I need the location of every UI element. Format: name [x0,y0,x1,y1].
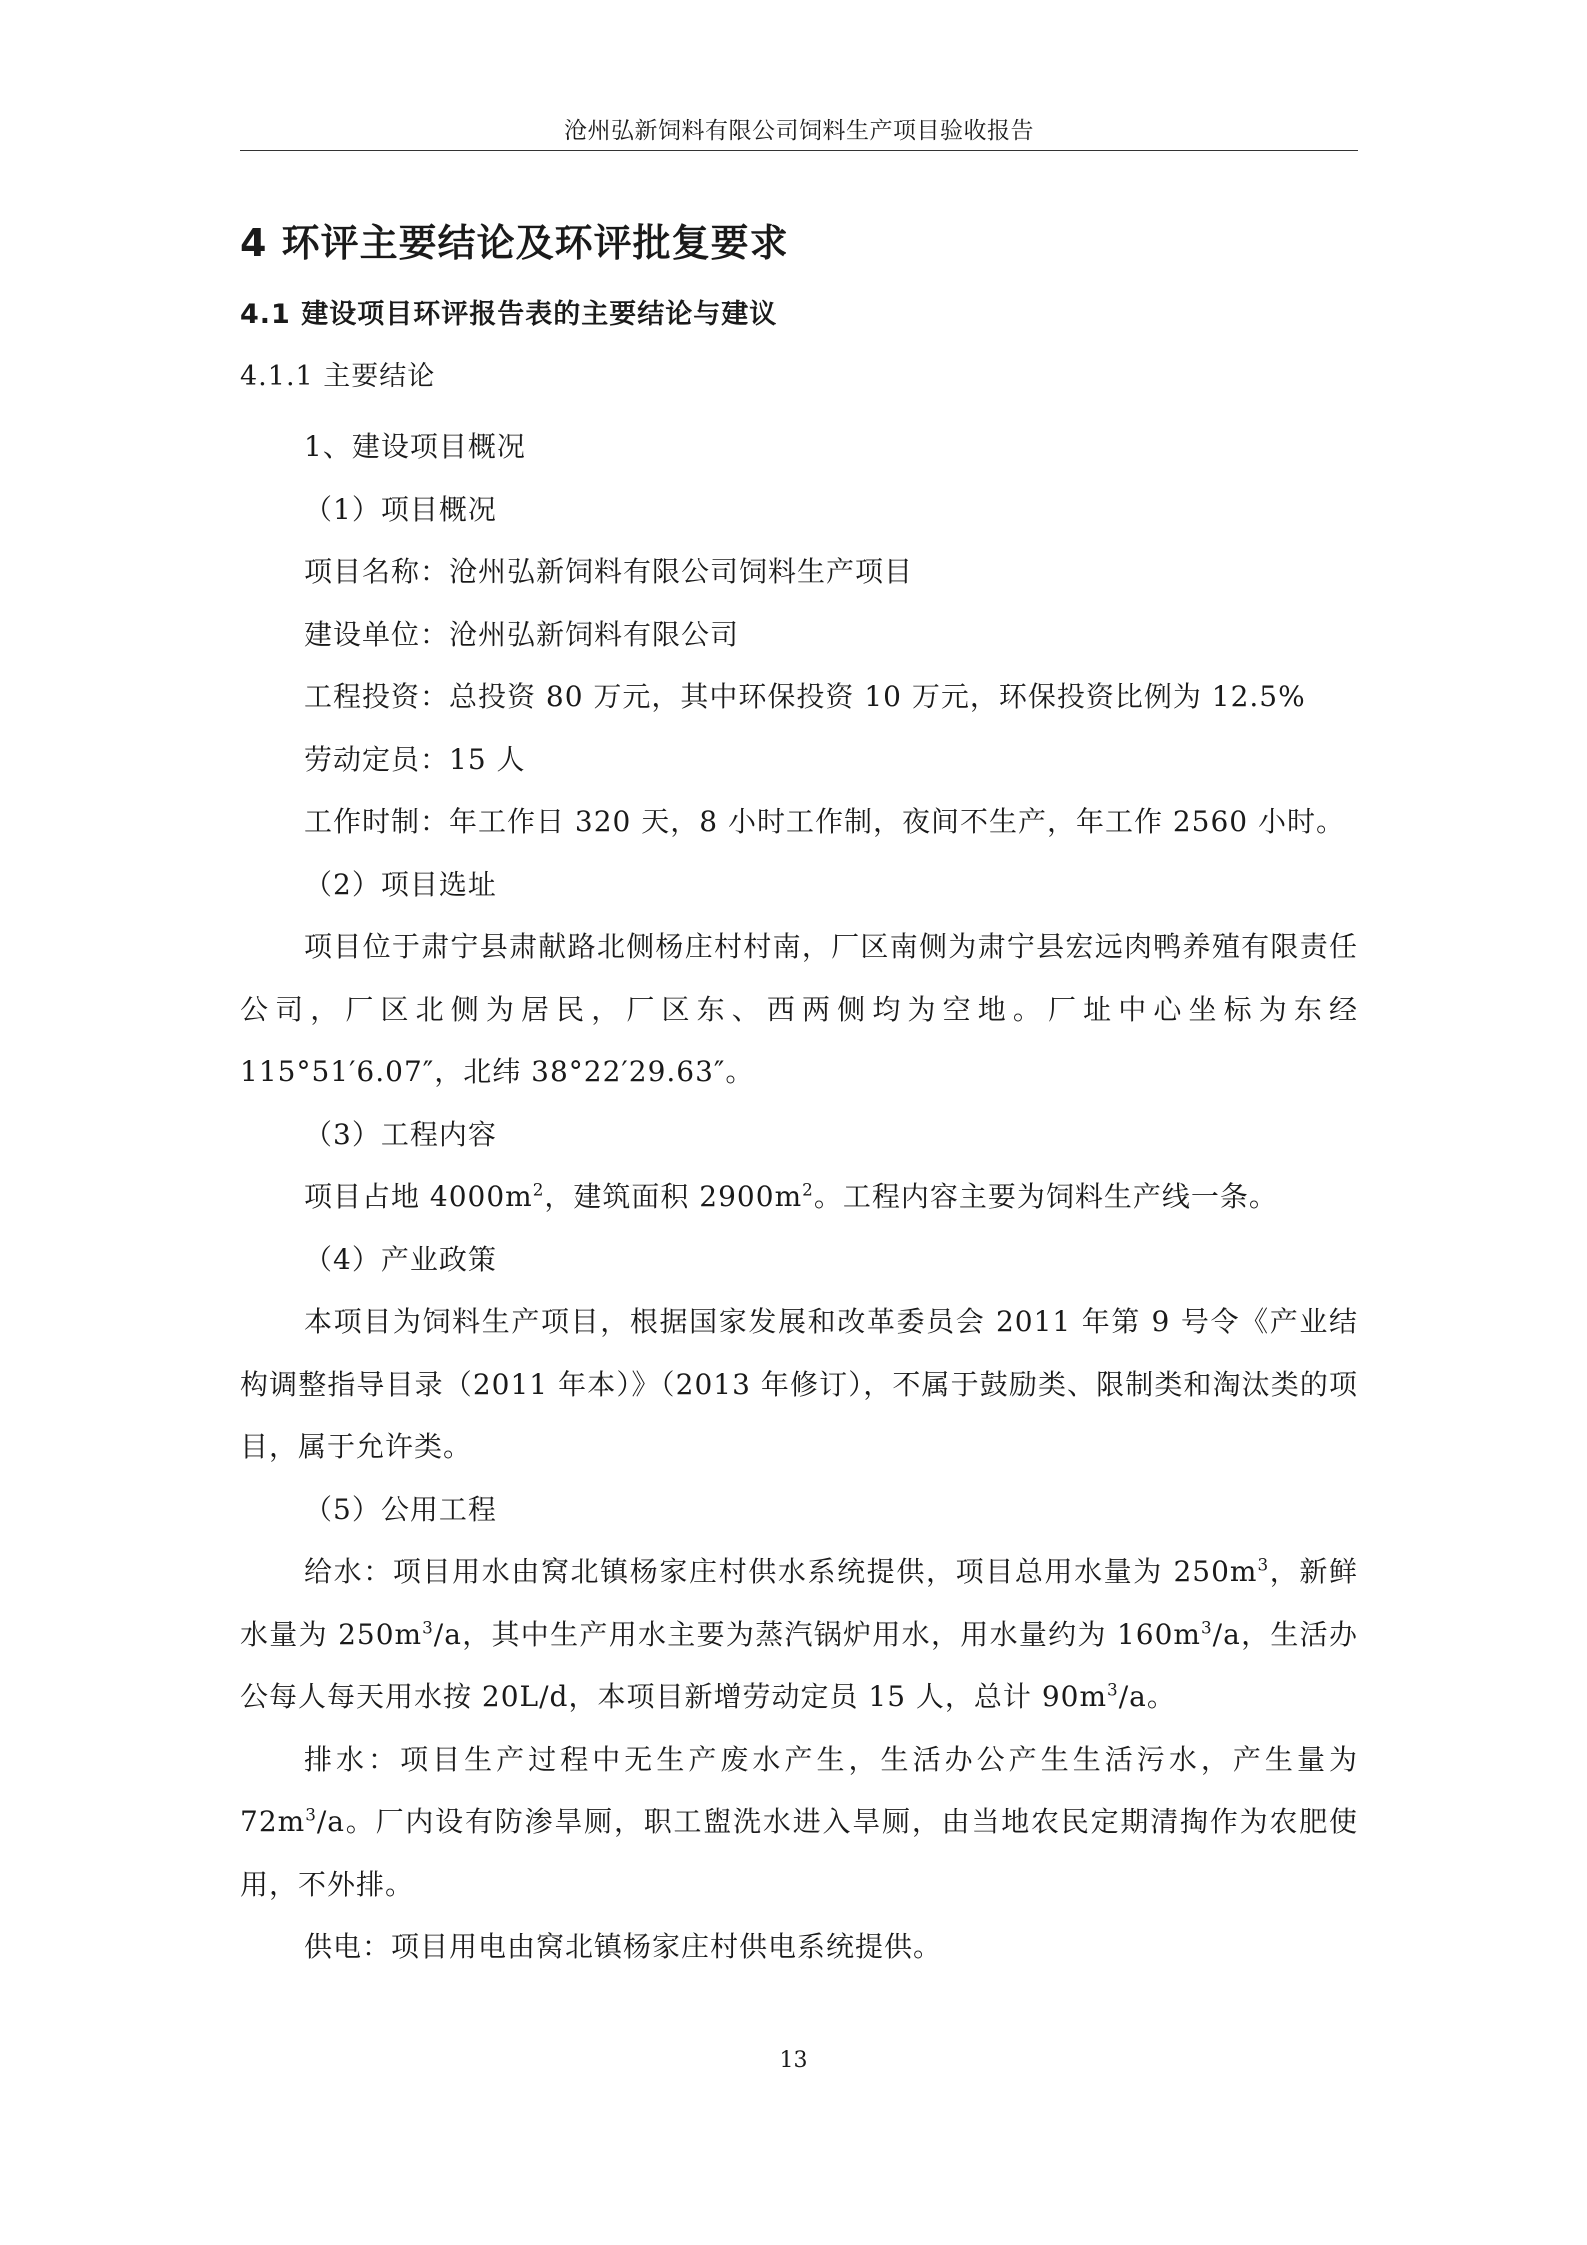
engineering-text-3: 。工程内容主要为饲料生产线一条。 [813,1180,1278,1213]
document-body [240,416,1358,1979]
power-supply-paragraph: 供电：项目用电由窝北镇杨家庄村供电系统提供。 [304,1930,943,1963]
investment-line: 工程投资：总投资 80 万元，其中环保投资 10 万元，环保投资比例为 12.5% [304,680,1306,713]
subitem-heading-project-overview: （1）项目概况 [304,492,497,526]
staffing-line: 劳动定员：15 人 [304,742,526,776]
superscript: 3 [1200,1617,1213,1638]
water-text-1: 给水：项目用水由窝北镇杨家庄村供水系统提供，项目总用水量为 250m [304,1555,1258,1588]
page-number: 13 [779,2048,808,2073]
work-schedule-paragraph: 工作时制：年工作日 320 天，8 小时工作制，夜间不生产，年工作 2560 小时。 [304,805,1346,838]
engineering-paragraph [240,1166,1358,1229]
water-text-4: /a，生活办公每人每天用水按 20L/d，本项目新增劳动定员 15 人，总计 90m [240,1617,1358,1713]
policy-paragraph: 本项目为饲料生产项目，根据国家发展和改革委员会 2011 年第 9 号令《产业结构调整指导目录（2011 年本）》（2013 年修订），不属于鼓励类、限制类和淘汰类的项目，属于允许类。 [240,1305,1358,1463]
water-supply-paragraph [240,1541,1358,1729]
drainage-text-1: 排水：项目生产过程中无生产废水产生，生活办公产生生活污水，产生量为 72m [240,1742,1358,1838]
subitem-heading-engineering: （3）工程内容 [304,1117,497,1151]
water-text-5: /a。 [1118,1680,1176,1713]
superscript: 3 [422,1617,434,1638]
engineering-text-1: 项目占地 4000m [304,1180,533,1213]
builder-line: 建设单位：沧州弘新饲料有限公司 [304,617,740,651]
superscript: 3 [305,1804,317,1825]
water-text-2: ，新鲜水量为 250m [240,1555,1358,1651]
site-paragraph: 项目位于肃宁县肃献路北侧杨庄村村南，厂区南侧为肃宁县宏远肉鸭养殖有限责任公司，厂区北侧为居民，厂区东、西两侧均为空地。厂址中心坐标为东经 115°51′6.07″，北纬 38°22′29.63″。 [240,930,1358,1088]
drainage-paragraph [240,1729,1358,1917]
engineering-text-2: ，建筑面积 2900m [544,1180,803,1213]
superscript: 2 [802,1179,814,1200]
project-name-line: 项目名称：沧州弘新饲料有限公司饲料生产项目 [304,555,914,588]
subitem-heading-policy: （4）产业政策 [304,1242,497,1276]
drainage-text-2: /a。厂内设有防渗旱厕，职工盥洗水进入旱厕，由当地农民定期清掏作为农肥使用，不外排。 [240,1805,1358,1901]
superscript: 2 [532,1179,545,1200]
header-divider [240,150,1358,151]
chapter-heading: 4 环评主要结论及环评批复要求 [240,221,789,265]
subitem-heading-utilities: （5）公用工程 [304,1492,497,1526]
water-text-3: /a，其中生产用水主要为蒸汽锅炉用水，用水量约为 160m [433,1617,1201,1651]
subsection-heading: 4.1.1 主要结论 [240,361,436,392]
subitem-heading-site: （2）项目选址 [304,867,497,901]
item-heading-overview: 1、建设项目概况 [304,430,526,463]
section-heading: 4.1 建设项目环评报告表的主要结论与建议 [240,299,778,330]
superscript: 3 [1257,1554,1270,1575]
superscript: 3 [1107,1679,1119,1700]
running-header: 沧州弘新饲料有限公司饲料生产项目验收报告 [564,118,1034,144]
